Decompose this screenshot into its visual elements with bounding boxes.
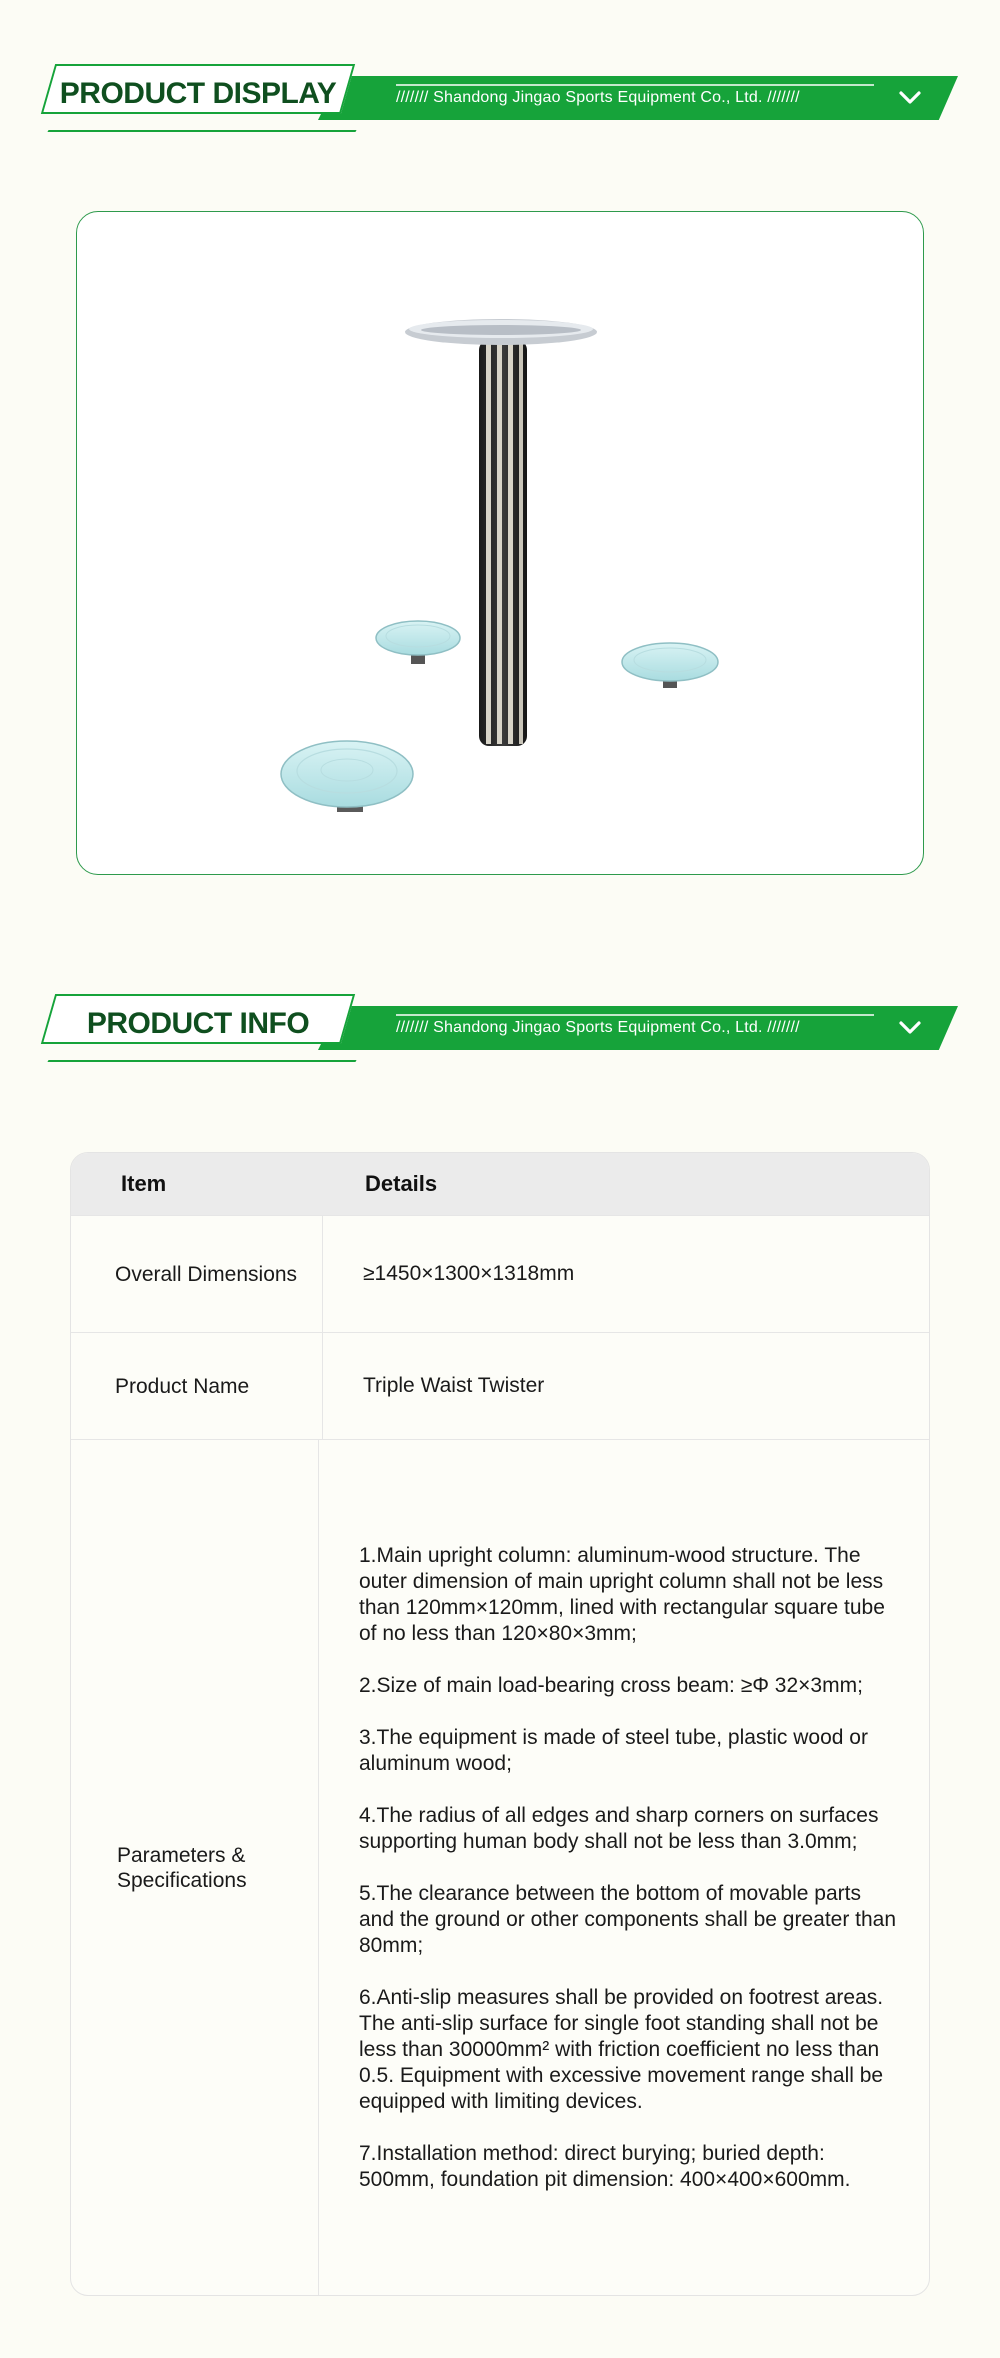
product-image-frame (76, 211, 924, 875)
spec-item: 3.The equipment is made of steel tube, plastic wood or aluminum wood; (359, 1725, 868, 1775)
table-row (71, 1215, 929, 1332)
table-header-row (71, 1153, 929, 1215)
spec-item: 7.Installation method: direct burying; buried depth: 500mm, foundation pit dimension: 400×400×600mm. (359, 2141, 851, 2191)
header-details: Details (365, 1171, 438, 1196)
chevron-down-icon[interactable] (896, 84, 924, 112)
product-display-header (0, 62, 1000, 158)
spec-item: 2.Size of main load-bearing cross beam: ≥Φ 32×3mm; (359, 1673, 863, 1697)
spec-item: 4.The radius of all edges and sharp corners on surfaces supporting human body shall not be less than 3.0mm; (359, 1803, 879, 1853)
section-title: PRODUCT DISPLAY (59, 77, 337, 110)
row-label: Parameters & Specifications (71, 1440, 319, 2295)
header-item: Item (121, 1171, 167, 1196)
row-value: Triple Waist Twister (363, 1374, 545, 1397)
table-row (71, 1439, 929, 2295)
product-info-header (0, 992, 1000, 1088)
spec-item: 1.Main upright column: aluminum-wood structure. The outer dimension of main upright column shall not be less than 120mm×120mm, lined with rectangular square tube of no less than 120×80×3mm; (359, 1543, 885, 1645)
spec-item: 5.The clearance between the bottom of movable parts and the ground or other components shall be greater than 80mm; (359, 1881, 897, 1957)
section-title: PRODUCT INFO (86, 1007, 310, 1040)
row-value (319, 1440, 929, 2295)
row-label: Overall Dimensions (71, 1216, 323, 1332)
product-image (77, 212, 924, 875)
row-label: Product Name (71, 1333, 323, 1439)
product-info-table (70, 1152, 930, 2296)
spec-item: 6.Anti-slip measures shall be provided on footrest areas. The anti-slip surface for single foot standing shall not be less than 30000mm² with friction coefficient no less than 0.5. Equipment with excessive movement range shall be equipped with limiting devices. (359, 1985, 884, 2113)
header-tab-underline (47, 1060, 356, 1062)
chevron-down-icon[interactable] (896, 1014, 924, 1042)
company-name: /////// Shandong Jingao Sports Equipment Co., Ltd. /////// (396, 89, 800, 106)
spec-list (359, 1543, 899, 2193)
row-value: ≥1450×1300×1318mm (363, 1262, 575, 1285)
table-row (71, 1332, 929, 1439)
company-name: /////// Shandong Jingao Sports Equipment Co., Ltd. /////// (396, 1019, 800, 1036)
header-divider-line (396, 1014, 874, 1016)
header-divider-line (396, 84, 874, 86)
header-tab-underline (47, 130, 356, 132)
